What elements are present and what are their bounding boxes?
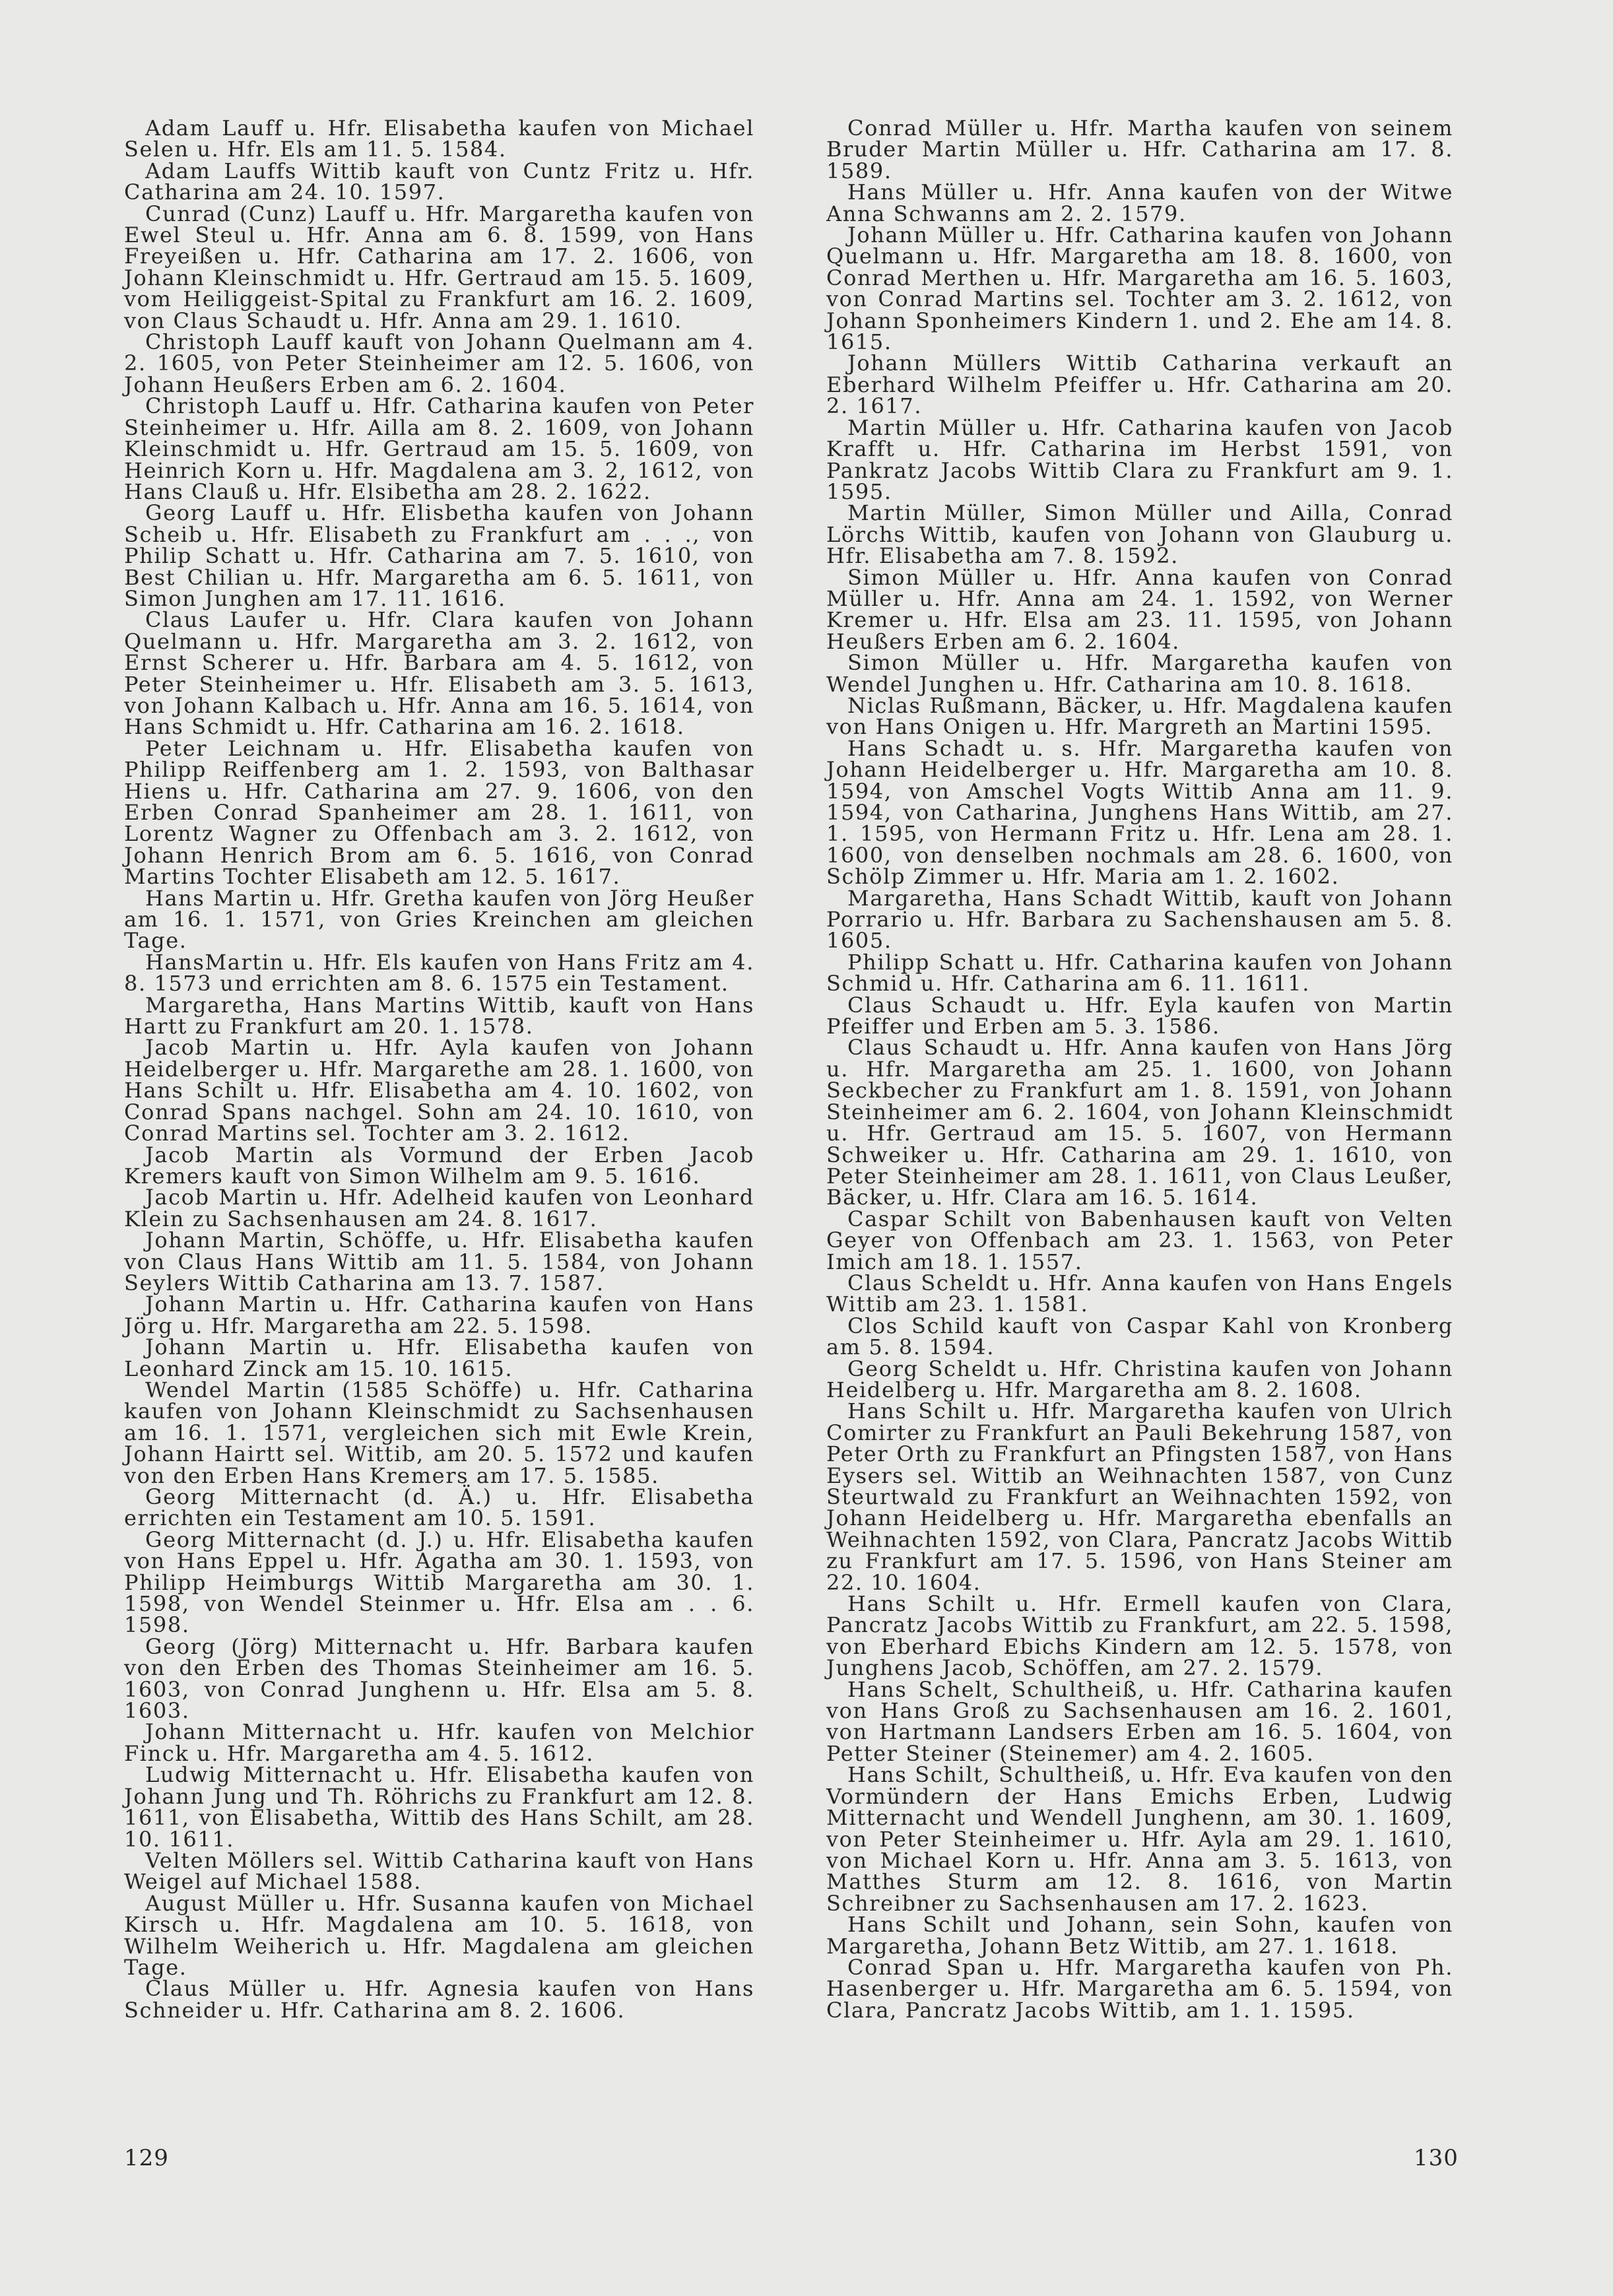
page-number-right: 130 — [1414, 2145, 1459, 2171]
register-entry: Jacob Martin u. Hfr. Adelheid kaufen von Leonhard Klein zu Sachsenhausen am 24. 8. 1617. — [124, 1185, 754, 1231]
register-entry: HansMartin u. Hfr. Els kaufen von Hans Fritz am 4. 8. 1573 und errichten am 8. 6. 1575 ein Testament. — [124, 949, 754, 997]
register-entry: Christoph Lauff kauft von Johann Quelmann am 4. 2. 1605, von Peter Steinheimer am 12. 5. 1606, von Johann Heußers Erben am 6. 2. 1604. — [124, 329, 754, 397]
register-entry: Johann Müller u. Hfr. Catharina kaufen von Johann Quelmann u. Hfr. Margaretha am 18. 8. 1600, von Conrad Merthen u. Hfr. Margaretha am 16. 5. 1603, von Conrad Martins sel. Tochter am 3. 2. 1612, von Johann Sponheimers Kindern 1. und 2. Ehe am 14. 8. 1615. — [826, 222, 1453, 355]
register-entry: Simon Müller u. Hfr. Margaretha kaufen von Wendel Junghen u. Hfr. Catharina am 10. 8. 1618. — [826, 650, 1453, 697]
register-entry: Cunrad (Cunz) Lauff u. Hfr. Margaretha kaufen von Ewel Steul u. Hfr. Anna am 6. 8. 1599, von Hans Freyeißen u. Hfr. Catharina am 17. 2. 1606, von Johann Kleinschmidt u. Hfr. Gertraud am 15. 5. 1609, vom Heiliggeist-Spital zu Frankfurt am 16. 2. 1609, von Claus Schaudt u. Hfr. Anna am 29. 1. 1610. — [124, 201, 754, 333]
register-entry: Jacob Martin als Vormund der Erben Jacob Kremers kauft von Simon Wilhelm am 9. 5. 1616. — [124, 1142, 754, 1189]
page-number-left: 129 — [124, 2145, 169, 2171]
register-entry: August Müller u. Hfr. Susanna kaufen von Michael Kirsch u. Hfr. Magdalena am 10. 5. 1618, von Wilhelm Weiherich u. Hfr. Magdalena am gleichen Tage. — [124, 1890, 754, 1980]
register-entry: Ludwig Mitternacht u. Hfr. Elisabetha kaufen von Johann Jung und Th. Röhrichs zu Frankfurt am 12. 8. 1611, von Elisabetha, Wittib des Hans Schilt, am 28. 10. 1611. — [124, 1762, 754, 1852]
register-entry: Christoph Lauff u. Hfr. Catharina kaufen von Peter Steinheimer u. Hfr. Ailla am 8. 2. 1609, von Johann Kleinschmidt u. Hfr. Gertraud am 15. 5. 1609, von Heinrich Korn u. Hfr. Magdalena am 3. 2, 1612, von Hans Clauß u. Hfr. Elsibetha am 28. 2. 1622. — [124, 393, 754, 504]
register-entry: Johann Mitternacht u. Hfr. kaufen von Melchior Finck u. Hfr. Margaretha am 4. 5. 1612. — [124, 1719, 754, 1766]
register-entry: Georg (Jörg) Mitternacht u. Hfr. Barbara kaufen von den Erben des Thomas Steinheimer am 16. 5. 1603, von Conrad Junghenn u. Hfr. Elsa am 5. 8. 1603. — [124, 1633, 754, 1724]
register-entry: Georg Lauff u. Hfr. Elisbetha kaufen von Johann Scheib u. Hfr. Elisabeth zu Frankfurt am . . ., von Philip Schatt u. Hfr. Catharina am 7. 5. 1610, von Best Chilian u. Hfr. Margaretha am 6. 5. 1611, von Simon Junghen am 17. 11. 1616. — [124, 500, 754, 611]
register-entry: Georg Mitternacht (d. Ä.) u. Hfr. Elisabetha errichten ein Testament am 10. 5. 1591. — [124, 1484, 754, 1531]
register-entry: Margaretha, Hans Martins Wittib, kauft von Hans Hartt zu Frankfurt am 20. 1. 1578. — [124, 992, 754, 1039]
register-entry: Wendel Martin (1585 Schöffe) u. Hfr. Catharina kaufen von Johann Kleinschmidt zu Sachsenhausen am 16. 1. 1571, vergleichen sich mit Ewle Krein, Johann Hairtt sel. Wittib, am 20. 5. 1572 und kaufen von den Erben Hans Kremers am 17. 5. 1585. — [124, 1377, 754, 1488]
register-entry: Caspar Schilt von Babenhausen kauft von Velten Geyer von Offenbach am 23. 1. 1563, von Peter Imich am 18. 1. 1557. — [826, 1206, 1453, 1274]
register-entry: Johann Martin u. Hfr. Catharina kaufen von Hans Jörg u. Hfr. Margaretha am 22. 5. 1598. — [124, 1292, 754, 1338]
register-entry: Hans Schilt und Johann, sein Sohn, kaufen von Margaretha, Johann Betz Wittib, am 27. 1. 1618. — [826, 1912, 1453, 1959]
register-entry: Claus Müller u. Hfr. Agnesia kaufen von Hans Schneider u. Hfr. Catharina am 8. 2. 1606. — [124, 1976, 754, 2023]
register-entry: Peter Leichnam u. Hfr. Elisabetha kaufen von Philipp Reiffenberg am 1. 2. 1593, von Balthasar Hiens u. Hfr. Catharina am 27. 9. 1606, von den Erben Conrad Spanheimer am 28. 1. 1611, von Lorentz Wagner zu Offenbach am 3. 2. 1612, von Johann Henrich Brom am 6. 5. 1616, von Conrad Martins Tochter Elisabeth am 12. 5. 1617. — [124, 735, 754, 890]
register-entry: Georg Scheldt u. Hfr. Christina kaufen von Johann Heidelberg u. Hfr. Margaretha am 8. 2. 1608. — [826, 1356, 1453, 1402]
register-entry: Claus Scheldt u. Hfr. Anna kaufen von Hans Engels Wittib am 23. 1. 1581. — [826, 1270, 1453, 1317]
register-entry: Claus Laufer u. Hfr. Clara kaufen von Johann Quelmann u. Hfr. Margaretha am 3. 2. 1612, von Ernst Scherer u. Hfr. Barbara am 4. 5. 1612, von Peter Steinheimer u. Hfr. Elisabeth am 3. 5. 1613, von Johann Kalbach u. Hfr. Anna am 16. 5. 1614, von Hans Schmidt u. Hfr. Catharina am 16. 2. 1618. — [124, 607, 754, 740]
register-entry: Johann Martin u. Hfr. Elisabetha kaufen von Leonhard Zinck am 15. 10. 1615. — [124, 1334, 754, 1381]
register-entry: Martin Müller u. Hfr. Catharina kaufen von Jacob Krafft u. Hfr. Catharina im Herbst 1591, von Pankratz Jacobs Wittib Clara zu Frankfurt am 9. 1. 1595. — [826, 414, 1453, 504]
register-entry: Hans Schelt, Schultheiß, u. Hfr. Catharina kaufen von Hans Groß zu Sachsenhausen am 16. 2. 1601, von Hartmann Landsers Erben am 16. 5. 1604, von Petter Steiner (Steinemer) am 4. 2. 1605. — [826, 1676, 1453, 1766]
register-entry: Hans Müller u. Hfr. Anna kaufen von der Witwe Anna Schwanns am 2. 2. 1579. — [826, 180, 1453, 226]
register-entry: Martin Müller, Simon Müller und Ailla, Conrad Lörchs Wittib, kaufen von Johann von Glauburg u. Hfr. Elisabetha am 7. 8. 1592. — [826, 500, 1453, 569]
register-entry: Adam Lauffs Wittib kauft von Cuntz Fritz u. Hfr. Catharina am 24. 10. 1597. — [124, 158, 754, 205]
register-entry: Conrad Müller u. Hfr. Martha kaufen von seinem Bruder Martin Müller u. Hfr. Catharina am 17. 8. 1589. — [826, 115, 1453, 183]
register-entry: Velten Möllers sel. Wittib Catharina kauft von Hans Weigel auf Michael 1588. — [124, 1847, 754, 1895]
register-entry: Georg Mitternacht (d. J.) u. Hfr. Elisabetha kaufen von Hans Eppel u. Hfr. Agatha am 30. 1. 1593, von Philipp Heimburgs Wittib Margaretha am 30. 1. 1598, von Wendel Steinmer u. Hfr. Elsa am . . 6. 1598. — [124, 1526, 754, 1638]
register-entry: Hans Schilt, Schultheiß, u. Hfr. Eva kaufen von den Vormündern der Hans Emichs Erben, Ludwig Mitternacht und Wendell Junghenn, am 30. 1. 1609, von Peter Steinheimer u. Hfr. Ayla am 29. 1. 1610, von Michael Korn u. Hfr. Anna am 3. 5. 1613, von Matthes Sturm am 12. 8. 1616, von Martin Schreibner zu Sachsenhausen am 17. 2. 1623. — [826, 1762, 1453, 1916]
register-entry: Conrad Span u. Hfr. Margaretha kaufen von Ph. Hasenberger u. Hfr. Margaretha am 6. 5. 1594, von Clara, Pancratz Jacobs Wittib, am 1. 1. 1595. — [826, 1954, 1453, 2023]
register-entry: Hans Schilt u. Hfr. Margaretha kaufen von Ulrich Comirter zu Frankfurt an Pauli Bekehrung 1587, von Peter Orth zu Frankfurt an Pfingsten 1587, von Hans Eysers sel. Wittib an Weihnachten 1587, von Cunz Steurtwald zu Frankfurt an Weihnachten 1592, von Johann Heidelberg u. Hfr. Margaretha ebenfalls an Weihnachten 1592, von Clara, Pancratz Jacobs Wittib zu Frankfurt am 17. 5. 1596, von Hans Steiner am 22. 10. 1604. — [826, 1398, 1453, 1595]
register-entry: Simon Müller u. Hfr. Anna kaufen von Conrad Müller u. Hfr. Anna am 24. 1. 1592, von Werner Kremer u. Hfr. Elsa am 23. 11. 1595, von Johann Heußers Erben am 6. 2. 1604. — [826, 564, 1453, 654]
register-entry: Hans Schilt u. Hfr. Ermell kaufen von Clara, Pancratz Jacobs Wittib zu Frankfurt, am 22. 5. 1598, von Eberhard Ebichs Kindern am 12. 5. 1578, von Junghens Jacob, Schöffen, am 27. 2. 1579. — [826, 1591, 1453, 1681]
register-entry: Johann Müllers Wittib Catharina verkauft an Eberhard Wilhelm Pfeiffer u. Hfr. Catharina am 20. 2. 1617. — [826, 350, 1453, 419]
register-entry: Johann Martin, Schöffe, u. Hfr. Elisabetha kaufen von Claus Hans Wittib am 11. 5. 1584, von Johann Seylers Wittib Catharina am 13. 7. 1587. — [124, 1228, 754, 1296]
register-entry: Philipp Schatt u. Hfr. Catharina kaufen von Johann Schmid u. Hfr. Catharina am 6. 11. 1611. — [826, 949, 1453, 997]
register-entry: Jacob Martin u. Hfr. Ayla kaufen von Johann Heidelberger u. Hfr. Margarethe am 28. 1. 1600, von Hans Schilt u. Hfr. Elisabetha am 4. 10. 1602, von Conrad Spans nachgel. Sohn am 24. 10. 1610, von Conrad Martins sel. Tochter am 3. 2. 1612. — [124, 1035, 754, 1146]
register-entry: Niclas Rußmann, Bäcker, u. Hfr. Magdalena kaufen von Hans Onigen u. Hfr. Margreth an Martini 1595. — [826, 692, 1453, 740]
register-entry: Clos Schild kauft von Caspar Kahl von Kronberg am 5. 8. 1594. — [826, 1313, 1453, 1360]
register-entry: Margaretha, Hans Schadt Wittib, kauft von Johann Porrario u. Hfr. Barbara zu Sachenshausen am 5. 8. 1605. — [826, 885, 1453, 954]
register-entry: Hans Schadt u. s. Hfr. Margaretha kaufen von Johann Heidelberger u. Hfr. Margaretha am 10. 8. 1594, von Amschel Vogts Wittib Anna am 11. 9. 1594, von Catharina, Junghens Hans Wittib, am 27. 1. 1595, von Hermann Fritz u. Hfr. Lena am 28. 1. 1600, von denselben nochmals am 28. 6. 1600, von Schölp Zimmer u. Hfr. Maria am 1. 2. 1602. — [826, 735, 1453, 890]
register-entry: Claus Schaudt u. Hfr. Anna kaufen von Hans Jörg u. Hfr. Margaretha am 25. 1. 1600, von Johann Seckbecher zu Frankfurt am 1. 8. 1591, von Johann Steinheimer am 6. 2. 1604, von Johann Kleinschmidt u. Hfr. Gertraud am 15. 5. 1607, von Hermann Schweiker u. Hfr. Catharina am 29. 1. 1610, von Peter Steinheimer am 28. 1. 1611, von Claus Leußer, Bäcker, u. Hfr. Clara am 16. 5. 1614. — [826, 1035, 1453, 1210]
register-entry: Claus Schaudt u. Hfr. Eyla kaufen von Martin Pfeiffer und Erben am 5. 3. 1586. — [826, 992, 1453, 1039]
register-entry: Hans Martin u. Hfr. Gretha kaufen von Jörg Heußer am 16. 1. 1571, von Gries Kreinchen am gleichen Tage. — [124, 885, 754, 954]
right-column-text — [826, 117, 1453, 2021]
register-entry: Adam Lauff u. Hfr. Elisabetha kaufen von Michael Selen u. Hfr. Els am 11. 5. 1584. — [124, 115, 754, 162]
left-column-text — [124, 117, 754, 2021]
